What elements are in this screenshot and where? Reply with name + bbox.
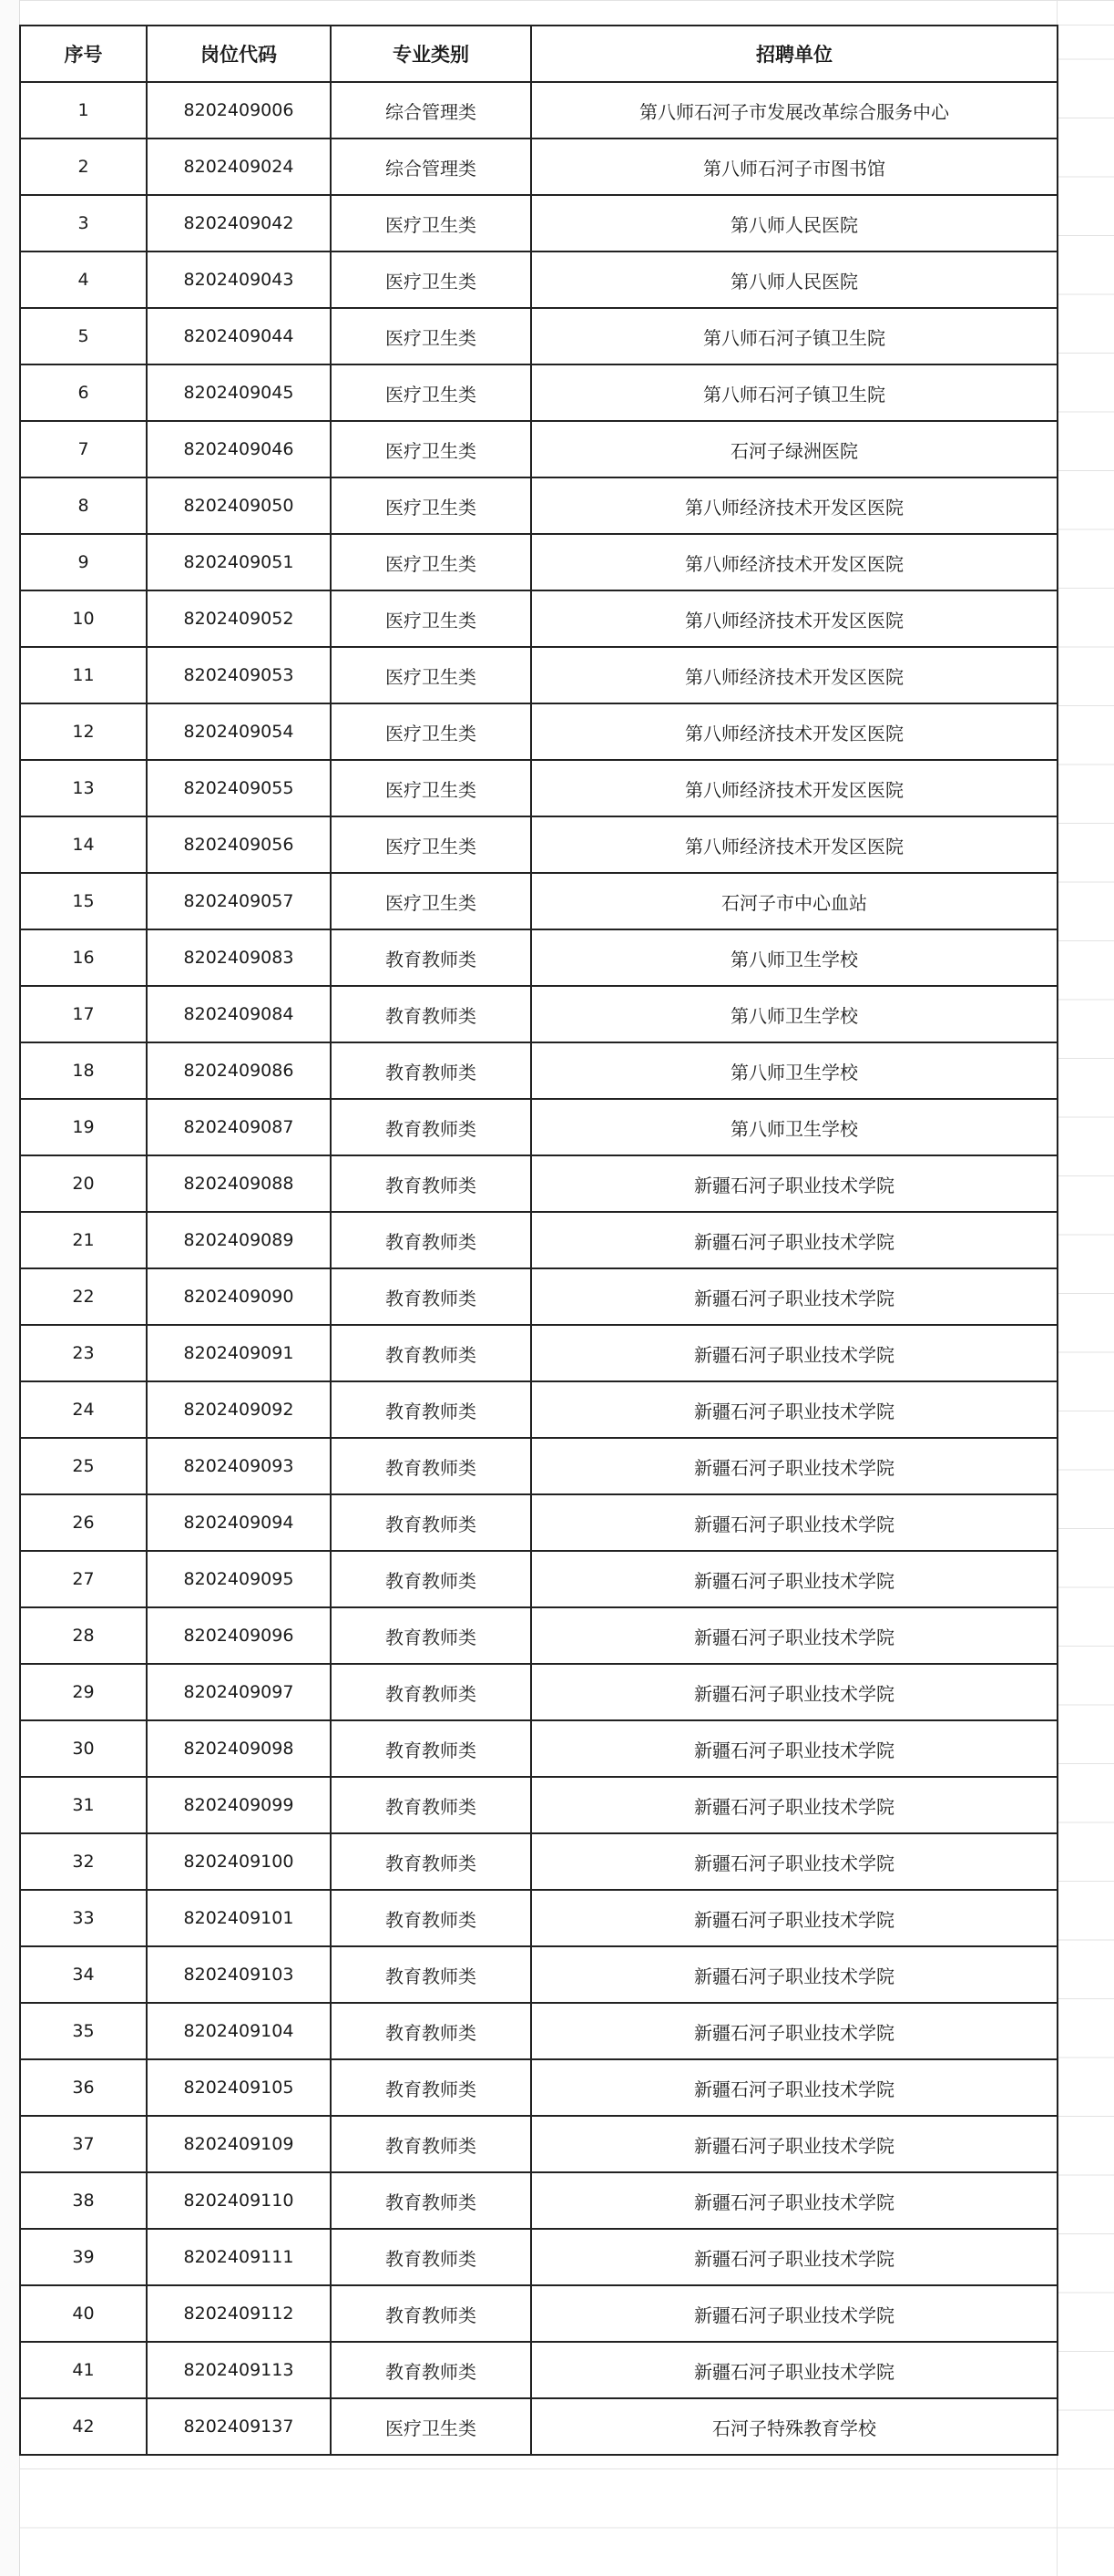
cell-category[interactable]: 教育教师类 xyxy=(331,1438,531,1494)
table-row xyxy=(20,2172,1058,2229)
cell-category[interactable]: 教育教师类 xyxy=(331,1890,531,1946)
header-category[interactable]: 专业类别 xyxy=(331,26,531,82)
cell-category[interactable]: 医疗卫生类 xyxy=(331,590,531,647)
cell-hiring-unit[interactable]: 第八师人民医院 xyxy=(531,251,1058,308)
cell-position-code[interactable]: 8202409090 xyxy=(147,1268,331,1325)
cell-category[interactable]: 教育教师类 xyxy=(331,2116,531,2172)
cell-position-code[interactable]: 8202409006 xyxy=(147,82,331,139)
cell-hiring-unit[interactable]: 新疆石河子职业技术学院 xyxy=(531,2229,1058,2285)
cell-position-code[interactable]: 8202409043 xyxy=(147,251,331,308)
table-row xyxy=(20,1664,1058,1720)
cell-hiring-unit[interactable]: 新疆石河子职业技术学院 xyxy=(531,1720,1058,1777)
cell-hiring-unit[interactable]: 第八师卫生学校 xyxy=(531,1042,1058,1099)
table-row xyxy=(20,873,1058,929)
cell-position-code[interactable]: 8202409091 xyxy=(147,1325,331,1381)
cell-index[interactable]: 38 xyxy=(20,2172,147,2229)
cell-hiring-unit[interactable]: 第八师经济技术开发区医院 xyxy=(531,647,1058,703)
table-row xyxy=(20,1438,1058,1494)
table-row xyxy=(20,760,1058,816)
cell-hiring-unit[interactable]: 新疆石河子职业技术学院 xyxy=(531,1155,1058,1212)
cell-hiring-unit[interactable]: 第八师卫生学校 xyxy=(531,1099,1058,1155)
cell-hiring-unit[interactable]: 新疆石河子职业技术学院 xyxy=(531,2342,1058,2398)
cell-hiring-unit[interactable]: 第八师经济技术开发区医院 xyxy=(531,703,1058,760)
cell-hiring-unit[interactable]: 第八师经济技术开发区医院 xyxy=(531,590,1058,647)
cell-position-code[interactable]: 8202409046 xyxy=(147,421,331,477)
table-row xyxy=(20,534,1058,590)
recruitment-positions-table xyxy=(19,25,1058,2456)
cell-position-code[interactable]: 8202409086 xyxy=(147,1042,331,1099)
cell-position-code[interactable]: 8202409054 xyxy=(147,703,331,760)
cell-position-code[interactable]: 8202409089 xyxy=(147,1212,331,1268)
table-row xyxy=(20,590,1058,647)
table-row xyxy=(20,1607,1058,1664)
cell-category[interactable]: 医疗卫生类 xyxy=(331,816,531,873)
cell-index[interactable]: 25 xyxy=(20,1438,147,1494)
cell-index[interactable]: 22 xyxy=(20,1268,147,1325)
cell-category[interactable]: 教育教师类 xyxy=(331,929,531,986)
cell-position-code[interactable]: 8202409093 xyxy=(147,1438,331,1494)
cell-position-code[interactable]: 8202409092 xyxy=(147,1381,331,1438)
cell-hiring-unit[interactable]: 第八师经济技术开发区医院 xyxy=(531,534,1058,590)
cell-category[interactable]: 教育教师类 xyxy=(331,1494,531,1551)
cell-index[interactable]: 11 xyxy=(20,647,147,703)
table-row xyxy=(20,364,1058,421)
table-body xyxy=(20,82,1058,2455)
cell-index[interactable]: 32 xyxy=(20,1833,147,1890)
cell-hiring-unit[interactable]: 新疆石河子职业技术学院 xyxy=(531,2003,1058,2059)
cell-index[interactable]: 30 xyxy=(20,1720,147,1777)
cell-index[interactable]: 27 xyxy=(20,1551,147,1607)
cell-category[interactable]: 教育教师类 xyxy=(331,1042,531,1099)
cell-hiring-unit[interactable]: 新疆石河子职业技术学院 xyxy=(531,1890,1058,1946)
cell-hiring-unit[interactable]: 第八师卫生学校 xyxy=(531,986,1058,1042)
cell-index[interactable]: 35 xyxy=(20,2003,147,2059)
cell-category[interactable]: 教育教师类 xyxy=(331,1777,531,1833)
cell-position-code[interactable]: 8202409096 xyxy=(147,1607,331,1664)
table-row xyxy=(20,82,1058,139)
cell-category[interactable]: 教育教师类 xyxy=(331,1099,531,1155)
cell-hiring-unit[interactable]: 新疆石河子职业技术学院 xyxy=(531,2116,1058,2172)
cell-hiring-unit[interactable]: 第八师石河子镇卫生院 xyxy=(531,364,1058,421)
cell-index[interactable]: 19 xyxy=(20,1099,147,1155)
cell-hiring-unit[interactable]: 第八师经济技术开发区医院 xyxy=(531,477,1058,534)
cell-position-code[interactable]: 8202409101 xyxy=(147,1890,331,1946)
cell-index[interactable]: 5 xyxy=(20,308,147,364)
cell-category[interactable]: 教育教师类 xyxy=(331,1607,531,1664)
cell-position-code[interactable]: 8202409024 xyxy=(147,139,331,195)
header-hiring-unit[interactable]: 招聘单位 xyxy=(531,26,1058,82)
cell-hiring-unit[interactable]: 新疆石河子职业技术学院 xyxy=(531,1777,1058,1833)
cell-position-code[interactable]: 8202409056 xyxy=(147,816,331,873)
table-row xyxy=(20,195,1058,251)
cell-position-code[interactable]: 8202409087 xyxy=(147,1099,331,1155)
cell-position-code[interactable]: 8202409111 xyxy=(147,2229,331,2285)
cell-category[interactable]: 教育教师类 xyxy=(331,1946,531,2003)
cell-category[interactable]: 医疗卫生类 xyxy=(331,195,531,251)
table-row xyxy=(20,1551,1058,1607)
cell-position-code[interactable]: 8202409109 xyxy=(147,2116,331,2172)
cell-hiring-unit[interactable]: 新疆石河子职业技术学院 xyxy=(531,1438,1058,1494)
row-header-strip xyxy=(0,0,20,2576)
table-row xyxy=(20,816,1058,873)
cell-index[interactable]: 14 xyxy=(20,816,147,873)
cell-position-code[interactable]: 8202409113 xyxy=(147,2342,331,2398)
sheet-top-strip xyxy=(0,0,1114,26)
cell-category[interactable]: 教育教师类 xyxy=(331,2003,531,2059)
cell-hiring-unit[interactable]: 第八师石河子市发展改革综合服务中心 xyxy=(531,82,1058,139)
cell-index[interactable]: 8 xyxy=(20,477,147,534)
cell-index[interactable]: 42 xyxy=(20,2398,147,2455)
cell-index[interactable]: 41 xyxy=(20,2342,147,2398)
cell-category[interactable]: 教育教师类 xyxy=(331,1155,531,1212)
table-row xyxy=(20,2342,1058,2398)
table-row xyxy=(20,1494,1058,1551)
cell-position-code[interactable]: 8202409137 xyxy=(147,2398,331,2455)
table-row xyxy=(20,1381,1058,1438)
table-row xyxy=(20,308,1058,364)
cell-position-code[interactable]: 8202409110 xyxy=(147,2172,331,2229)
cell-hiring-unit[interactable]: 新疆石河子职业技术学院 xyxy=(531,1551,1058,1607)
table-row xyxy=(20,2003,1058,2059)
cell-category[interactable]: 医疗卫生类 xyxy=(331,421,531,477)
cell-hiring-unit[interactable]: 新疆石河子职业技术学院 xyxy=(531,1607,1058,1664)
cell-position-code[interactable]: 8202409088 xyxy=(147,1155,331,1212)
table-row xyxy=(20,1212,1058,1268)
cell-category[interactable]: 教育教师类 xyxy=(331,2285,531,2342)
header-position-code[interactable]: 岗位代码 xyxy=(147,26,331,82)
cell-index[interactable]: 23 xyxy=(20,1325,147,1381)
cell-position-code[interactable]: 8202409104 xyxy=(147,2003,331,2059)
table-row xyxy=(20,647,1058,703)
cell-category[interactable]: 教育教师类 xyxy=(331,1720,531,1777)
cell-hiring-unit[interactable]: 石河子市中心血站 xyxy=(531,873,1058,929)
table-row xyxy=(20,1155,1058,1212)
cell-hiring-unit[interactable]: 第八师石河子市图书馆 xyxy=(531,139,1058,195)
cell-category[interactable]: 教育教师类 xyxy=(331,1212,531,1268)
cell-hiring-unit[interactable]: 新疆石河子职业技术学院 xyxy=(531,1494,1058,1551)
table-row xyxy=(20,477,1058,534)
cell-index[interactable]: 16 xyxy=(20,929,147,986)
cell-category[interactable]: 医疗卫生类 xyxy=(331,477,531,534)
cell-position-code[interactable]: 8202409103 xyxy=(147,1946,331,2003)
table-row xyxy=(20,1099,1058,1155)
cell-index[interactable]: 37 xyxy=(20,2116,147,2172)
cell-hiring-unit[interactable]: 第八师经济技术开发区医院 xyxy=(531,760,1058,816)
table-row xyxy=(20,1720,1058,1777)
cell-hiring-unit[interactable]: 第八师人民医院 xyxy=(531,195,1058,251)
table-row xyxy=(20,929,1058,986)
cell-hiring-unit[interactable]: 新疆石河子职业技术学院 xyxy=(531,2285,1058,2342)
cell-category[interactable]: 医疗卫生类 xyxy=(331,251,531,308)
cell-index[interactable]: 20 xyxy=(20,1155,147,1212)
cell-position-code[interactable]: 8202409094 xyxy=(147,1494,331,1551)
cell-category[interactable]: 医疗卫生类 xyxy=(331,703,531,760)
cell-index[interactable]: 33 xyxy=(20,1890,147,1946)
table-row xyxy=(20,1042,1058,1099)
cell-index[interactable]: 7 xyxy=(20,421,147,477)
table-row xyxy=(20,2229,1058,2285)
cell-index[interactable]: 28 xyxy=(20,1607,147,1664)
table-row xyxy=(20,703,1058,760)
table-row xyxy=(20,2116,1058,2172)
cell-hiring-unit[interactable]: 新疆石河子职业技术学院 xyxy=(531,2059,1058,2116)
table-row xyxy=(20,1890,1058,1946)
cell-category[interactable]: 教育教师类 xyxy=(331,1664,531,1720)
header-index[interactable]: 序号 xyxy=(20,26,147,82)
cell-position-code[interactable]: 8202409053 xyxy=(147,647,331,703)
table-row xyxy=(20,1777,1058,1833)
table-row xyxy=(20,2059,1058,2116)
cell-category[interactable]: 教育教师类 xyxy=(331,1268,531,1325)
cell-hiring-unit[interactable]: 石河子特殊教育学校 xyxy=(531,2398,1058,2455)
cell-index[interactable]: 17 xyxy=(20,986,147,1042)
cell-position-code[interactable]: 8202409052 xyxy=(147,590,331,647)
cell-category[interactable]: 教育教师类 xyxy=(331,2172,531,2229)
cell-hiring-unit[interactable]: 新疆石河子职业技术学院 xyxy=(531,1212,1058,1268)
cell-category[interactable]: 教育教师类 xyxy=(331,1551,531,1607)
cell-category[interactable]: 教育教师类 xyxy=(331,986,531,1042)
cell-position-code[interactable]: 8202409095 xyxy=(147,1551,331,1607)
cell-category[interactable]: 教育教师类 xyxy=(331,1381,531,1438)
table-row xyxy=(20,986,1058,1042)
cell-index[interactable]: 15 xyxy=(20,873,147,929)
cell-hiring-unit[interactable]: 第八师卫生学校 xyxy=(531,929,1058,986)
cell-position-code[interactable]: 8202409083 xyxy=(147,929,331,986)
cell-position-code[interactable]: 8202409100 xyxy=(147,1833,331,1890)
cell-category[interactable]: 教育教师类 xyxy=(331,1325,531,1381)
cell-index[interactable]: 10 xyxy=(20,590,147,647)
cell-position-code[interactable]: 8202409057 xyxy=(147,873,331,929)
cell-index[interactable]: 26 xyxy=(20,1494,147,1551)
cell-hiring-unit[interactable]: 第八师经济技术开发区医院 xyxy=(531,816,1058,873)
cell-index[interactable]: 36 xyxy=(20,2059,147,2116)
cell-position-code[interactable]: 8202409055 xyxy=(147,760,331,816)
cell-position-code[interactable]: 8202409044 xyxy=(147,308,331,364)
cell-position-code[interactable]: 8202409051 xyxy=(147,534,331,590)
table-row xyxy=(20,1325,1058,1381)
cell-hiring-unit[interactable]: 新疆石河子职业技术学院 xyxy=(531,1325,1058,1381)
cell-index[interactable]: 29 xyxy=(20,1664,147,1720)
cell-category[interactable]: 医疗卫生类 xyxy=(331,364,531,421)
cell-index[interactable]: 24 xyxy=(20,1381,147,1438)
table-row xyxy=(20,1833,1058,1890)
cell-index[interactable]: 4 xyxy=(20,251,147,308)
cell-hiring-unit[interactable]: 新疆石河子职业技术学院 xyxy=(531,1946,1058,2003)
cell-hiring-unit[interactable]: 新疆石河子职业技术学院 xyxy=(531,1381,1058,1438)
cell-hiring-unit[interactable]: 新疆石河子职业技术学院 xyxy=(531,1664,1058,1720)
table-header xyxy=(20,26,1058,82)
cell-category[interactable]: 教育教师类 xyxy=(331,2342,531,2398)
cell-index[interactable]: 21 xyxy=(20,1212,147,1268)
cell-index[interactable]: 18 xyxy=(20,1042,147,1099)
cell-hiring-unit[interactable]: 新疆石河子职业技术学院 xyxy=(531,1268,1058,1325)
cell-position-code[interactable]: 8202409084 xyxy=(147,986,331,1042)
cell-category[interactable]: 教育教师类 xyxy=(331,1833,531,1890)
cell-index[interactable]: 39 xyxy=(20,2229,147,2285)
cell-hiring-unit[interactable]: 第八师石河子镇卫生院 xyxy=(531,308,1058,364)
cell-category[interactable]: 医疗卫生类 xyxy=(331,308,531,364)
table-row xyxy=(20,2398,1058,2455)
table-row xyxy=(20,1268,1058,1325)
table-row xyxy=(20,139,1058,195)
cell-position-code[interactable]: 8202409105 xyxy=(147,2059,331,2116)
table-row xyxy=(20,1946,1058,2003)
cell-position-code[interactable]: 8202409050 xyxy=(147,477,331,534)
cell-index[interactable]: 34 xyxy=(20,1946,147,2003)
cell-category[interactable]: 综合管理类 xyxy=(331,82,531,139)
sheet-empty-columns xyxy=(1057,0,1114,2576)
cell-index[interactable]: 1 xyxy=(20,82,147,139)
cell-hiring-unit[interactable]: 新疆石河子职业技术学院 xyxy=(531,2172,1058,2229)
cell-category[interactable]: 医疗卫生类 xyxy=(331,760,531,816)
cell-category[interactable]: 医疗卫生类 xyxy=(331,534,531,590)
cell-hiring-unit[interactable]: 石河子绿洲医院 xyxy=(531,421,1058,477)
cell-position-code[interactable]: 8202409098 xyxy=(147,1720,331,1777)
cell-index[interactable]: 40 xyxy=(20,2285,147,2342)
cell-category[interactable]: 综合管理类 xyxy=(331,139,531,195)
cell-index[interactable]: 6 xyxy=(20,364,147,421)
cell-index[interactable]: 13 xyxy=(20,760,147,816)
header-row xyxy=(20,26,1058,82)
table-row xyxy=(20,2285,1058,2342)
table-row xyxy=(20,251,1058,308)
cell-category[interactable]: 教育教师类 xyxy=(331,2229,531,2285)
table-row xyxy=(20,421,1058,477)
cell-hiring-unit[interactable]: 新疆石河子职业技术学院 xyxy=(531,1833,1058,1890)
cell-index[interactable]: 9 xyxy=(20,534,147,590)
cell-index[interactable]: 3 xyxy=(20,195,147,251)
cell-position-code[interactable]: 8202409045 xyxy=(147,364,331,421)
cell-position-code[interactable]: 8202409099 xyxy=(147,1777,331,1833)
cell-index[interactable]: 31 xyxy=(20,1777,147,1833)
cell-category[interactable]: 医疗卫生类 xyxy=(331,873,531,929)
cell-index[interactable]: 12 xyxy=(20,703,147,760)
cell-position-code[interactable]: 8202409097 xyxy=(147,1664,331,1720)
cell-category[interactable]: 医疗卫生类 xyxy=(331,647,531,703)
cell-index[interactable]: 2 xyxy=(20,139,147,195)
cell-position-code[interactable]: 8202409042 xyxy=(147,195,331,251)
cell-category[interactable]: 教育教师类 xyxy=(331,2059,531,2116)
cell-position-code[interactable]: 8202409112 xyxy=(147,2285,331,2342)
cell-category[interactable]: 医疗卫生类 xyxy=(331,2398,531,2455)
